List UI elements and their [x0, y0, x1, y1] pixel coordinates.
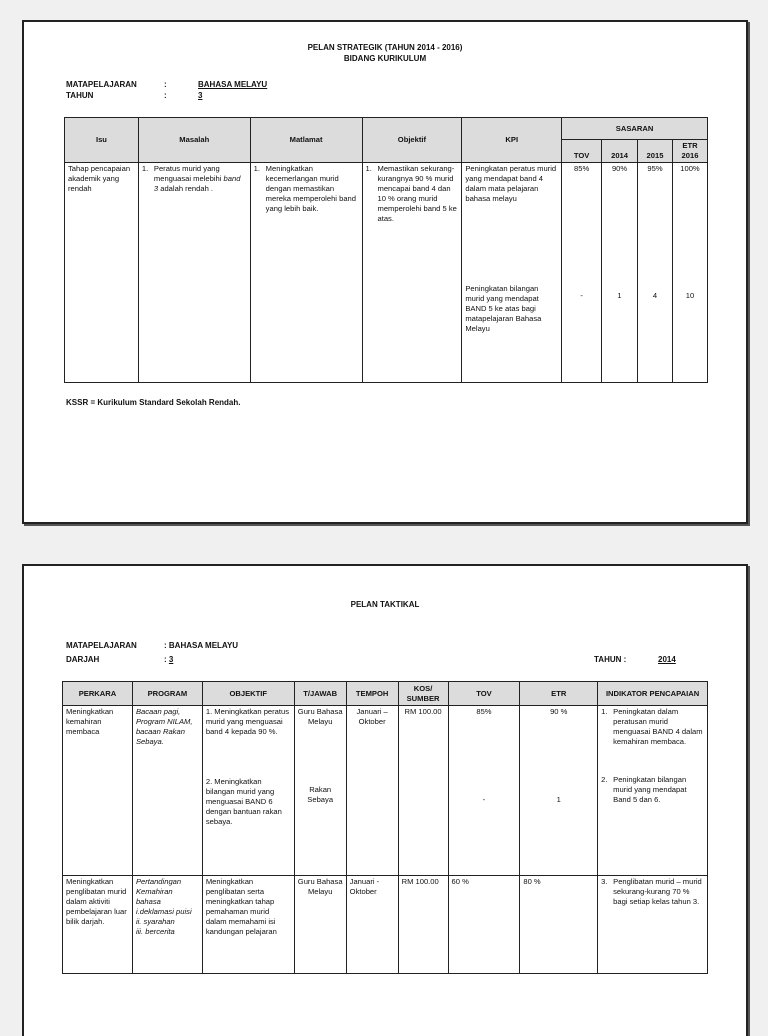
- strategic-plan-page: [22, 20, 748, 524]
- item-number: 3.: [601, 877, 608, 886]
- indikator-3: Penglibatan murid – murid sekurang-kurang 70 % bagi setiap kelas tahun 3.: [613, 877, 702, 906]
- item-number: 1.: [253, 164, 261, 173]
- year-value: 3: [198, 91, 203, 100]
- page-title: PELAN STRATEGIK (TAHUN 2014 - 2016): [307, 43, 463, 52]
- colon: :: [164, 91, 167, 100]
- header-tempoh: TEMPOH: [346, 682, 398, 706]
- cell-tempoh-2: Januari - Oktober: [346, 876, 398, 974]
- subject-row: [66, 79, 267, 90]
- subject-value: BAHASA MELAYU: [198, 80, 268, 89]
- subject-label: MATAPELAJARAN: [66, 80, 137, 89]
- cell-2014-1: 90%: [602, 163, 638, 283]
- item-number: 1.: [141, 164, 149, 173]
- subject-row: [66, 640, 238, 651]
- indikator-1: Peningkatan dalam peratusan murid menguasai BAND 4 dalam kemahiran membaca.: [613, 707, 703, 746]
- header-isu: Isu: [65, 118, 139, 163]
- program-2-ii: ii. syarahan: [135, 917, 175, 926]
- etr-1: 90 %: [550, 707, 568, 716]
- cell-2015-2: 4: [638, 283, 673, 383]
- item-number: 1.: [365, 164, 372, 173]
- header-program: PROGRAM: [132, 682, 202, 706]
- tjawab-1: Guru Bahasa Melayu: [297, 707, 343, 726]
- year-row: [594, 654, 676, 665]
- header-sasaran: SASARAN: [562, 118, 708, 140]
- header-kos: KOS/ SUMBER: [398, 682, 448, 706]
- year-label: TAHUN: [66, 91, 94, 100]
- header-perkara: PERKARA: [63, 682, 133, 706]
- objektif-text: Memastikan sekurang-kurangnya 90 % murid mencapai band 4 dan 10 % orang murid memperolehi band 5 ke atas.: [377, 164, 457, 223]
- cell-kpi-1: Peningkatan peratus murid yang mendapat band 4 dalam mata pelajaran bahasa melayu: [462, 163, 562, 283]
- cell-2015-1: 95%: [638, 163, 673, 283]
- cell-2014-2: 1: [602, 283, 638, 383]
- program-2: Pertandingan Kemahiran bahasa: [135, 877, 182, 906]
- cell-matlamat: [250, 163, 362, 383]
- indikator-2: Peningkatan bilangan murid yang mendapat Band 5 dan 6.: [613, 775, 687, 804]
- cell-perkara-2: Meningkatkan penglibatan murid dalam aktiviti pembelajaran luar bilik darjah.: [63, 876, 133, 974]
- cell-kos: RM 100.00: [398, 706, 448, 876]
- cell-masalah: [138, 163, 250, 383]
- header-tov: TOV: [562, 140, 602, 163]
- cell-tjawab-2: Guru Bahasa Melayu: [294, 876, 346, 974]
- cell-etr-1: 100%: [672, 163, 707, 283]
- header-2015: 2015: [638, 140, 673, 163]
- matlamat-text: Meningkatkan kecemerlangan murid dengan memastikan mereka memperolehi band yang lebih baik.: [265, 164, 356, 213]
- page-title: PELAN TAKTIKAL: [350, 600, 420, 609]
- cell-isu: Tahap pencapaian akademik yang rendah: [65, 163, 139, 383]
- cell-objektif-2: Meningkatkan penglibatan serta meningkatkan tahap pemahaman murid dalam memahami isi kandungan pelajaran: [202, 876, 294, 974]
- year-row: [66, 90, 202, 101]
- cell-etr: [520, 706, 598, 876]
- header-objektif: Objektif: [362, 118, 462, 163]
- cell-indikator: [598, 706, 708, 876]
- class-row: [66, 654, 173, 665]
- cell-tjawab: [294, 706, 346, 876]
- header-etr-2016: ETR 2016: [672, 140, 707, 163]
- masalah-text: Peratus murid yang menguasai melebihi: [153, 164, 224, 183]
- masalah-text-end: adalah rendah .: [158, 184, 214, 193]
- header-etr: ETR: [520, 682, 598, 706]
- cell-etr-2: 10: [672, 283, 707, 383]
- cell-etr-2: 80 %: [520, 876, 598, 974]
- footnote: KSSR = Kurikulum Standard Sekolah Rendah.: [66, 398, 241, 407]
- tov-2: -: [482, 795, 486, 804]
- item-number: 1.: [601, 707, 608, 716]
- subject-label: MATAPELAJARAN: [66, 641, 137, 650]
- tov-1: 85%: [476, 707, 492, 716]
- cell-objektif: [202, 706, 294, 876]
- objektif-1: 1. Meningkatkan peratus murid yang menguasai band 4 kepada 90 %.: [205, 707, 290, 736]
- class-label: DARJAH: [66, 655, 100, 664]
- strategic-table: [64, 117, 708, 383]
- tactical-table: [62, 681, 708, 974]
- colon: :: [164, 80, 167, 89]
- header-kpi: KPI: [462, 118, 562, 163]
- cell-objektif: [362, 163, 462, 383]
- cell-kpi-2: Peningkatan bilangan murid yang mendapat BAND 5 ke atas bagi matapelajaran Bahasa Melayu: [462, 283, 562, 383]
- cell-tov-1: 85%: [562, 163, 602, 283]
- cell-tov: [448, 706, 520, 876]
- header-tjawab: T/JAWAB: [294, 682, 346, 706]
- header-objektif: OBJEKTIF: [202, 682, 294, 706]
- tactical-plan-page: [22, 564, 748, 1036]
- masalah-band: band 3: [153, 174, 241, 193]
- program-2-iii: iii. bercerita: [135, 927, 175, 936]
- cell-tov-2: 60 %: [448, 876, 520, 974]
- header-indikator: INDIKATOR PENCAPAIAN: [598, 682, 708, 706]
- tjawab-2: Rakan Sebaya: [307, 785, 334, 804]
- header-2014: 2014: [602, 140, 638, 163]
- cell-kos-2: RM 100.00: [398, 876, 448, 974]
- header-matlamat: Matlamat: [250, 118, 362, 163]
- cell-tempoh: Januari – Oktober: [346, 706, 398, 876]
- year-label: TAHUN :: [594, 655, 627, 664]
- objektif-2: 2. Meningkatkan bilangan murid yang menguasai BAND 6 dengan bantuan rakan sebaya.: [205, 777, 282, 826]
- cell-program-2: [132, 876, 202, 974]
- etr-2: 1: [556, 795, 561, 804]
- program-2-i: i.deklamasi puisi: [135, 907, 192, 916]
- cell-perkara: Meningkatkan kemahiran membaca: [63, 706, 133, 876]
- year-value: 2014: [658, 655, 676, 664]
- class-value: 3: [168, 655, 174, 664]
- header-tov: TOV: [448, 682, 520, 706]
- cell-tov-2: -: [562, 283, 602, 383]
- item-number: 2.: [601, 775, 608, 784]
- subject-value: : BAHASA MELAYU: [164, 641, 239, 650]
- cell-program: Bacaan pagi, Program NILAM, bacaan Rakan Sebaya.: [132, 706, 202, 876]
- page-subtitle: BIDANG KURIKULUM: [343, 54, 427, 63]
- header-masalah: Masalah: [138, 118, 250, 163]
- cell-indikator-2: [598, 876, 708, 974]
- colon: :: [164, 655, 169, 664]
